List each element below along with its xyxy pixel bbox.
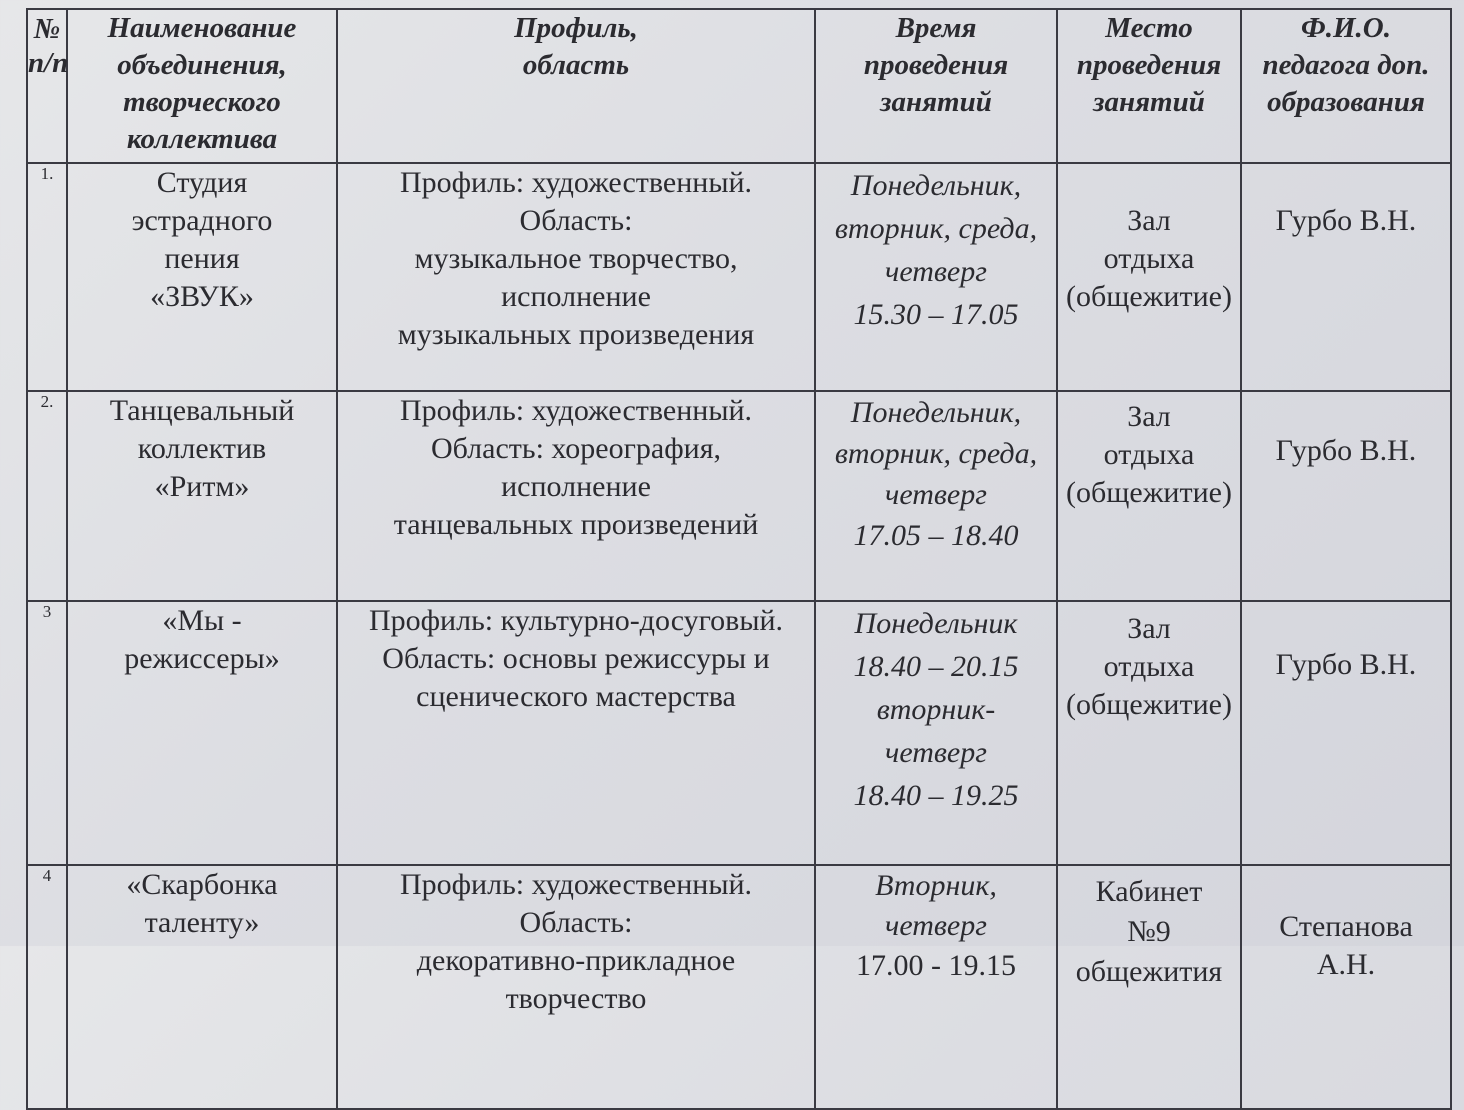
header-place: Место проведения занятий [1057, 9, 1241, 163]
profile-area: Профиль: художественный. Область: музыкальное творчество, исполнение музыкальных произведения [337, 163, 815, 391]
profile-area: Профиль: культурно-досуговый. Область: основы режиссуры и сценического мастерства [337, 601, 815, 865]
teacher-name: Степанова А.Н. [1241, 865, 1451, 1109]
table-row [27, 601, 1451, 865]
group-name: «Скарбонка таленту» [67, 865, 337, 1109]
header-number: № п/п [27, 9, 67, 163]
class-time: Понедельник 18.40 – 20.15 вторник- четверг 18.40 – 19.25 [815, 601, 1057, 865]
profile-area: Профиль: художественный. Область: декоративно-прикладное творчество [337, 865, 815, 1109]
group-name: Танцевальный коллектив «Ритм» [67, 391, 337, 601]
header-profile: Профиль, область [337, 9, 815, 163]
class-place: Зал отдыха (общежитие) [1057, 391, 1241, 601]
header-time: Время проведения занятий [815, 9, 1057, 163]
row-number: 2. [27, 391, 67, 601]
class-place: Зал отдыха (общежитие) [1057, 601, 1241, 865]
group-name: «Мы - режиссеры» [67, 601, 337, 865]
profile-area: Профиль: художественный. Область: хореография, исполнение танцевальных произведений [337, 391, 815, 601]
header-teacher: Ф.И.О. педагога доп. образования [1241, 9, 1451, 163]
row-number: 1. [27, 163, 67, 391]
row-number: 4 [27, 865, 67, 1109]
row-number: 3 [27, 601, 67, 865]
teacher-name: Гурбо В.Н. [1241, 163, 1451, 391]
teacher-name: Гурбо В.Н. [1241, 391, 1451, 601]
table-row [27, 163, 1451, 391]
table-header-row [27, 9, 1451, 163]
class-time: Вторник, четверг 17.00 - 19.15 [815, 865, 1057, 1109]
table-row [27, 391, 1451, 601]
group-name: Студия эстрадного пения «ЗВУК» [67, 163, 337, 391]
class-time: Понедельник, вторник, среда, четверг 17.05 – 18.40 [815, 391, 1057, 601]
class-time: Понедельник, вторник, среда, четверг 15.30 – 17.05 [815, 163, 1057, 391]
class-place: Зал отдыха (общежитие) [1057, 163, 1241, 391]
schedule-table [26, 8, 1452, 1110]
header-name: Наименование объединения, творческого коллектива [67, 9, 337, 163]
class-place: Кабинет №9 общежития [1057, 865, 1241, 1109]
table-row [27, 865, 1451, 1109]
teacher-name: Гурбо В.Н. [1241, 601, 1451, 865]
